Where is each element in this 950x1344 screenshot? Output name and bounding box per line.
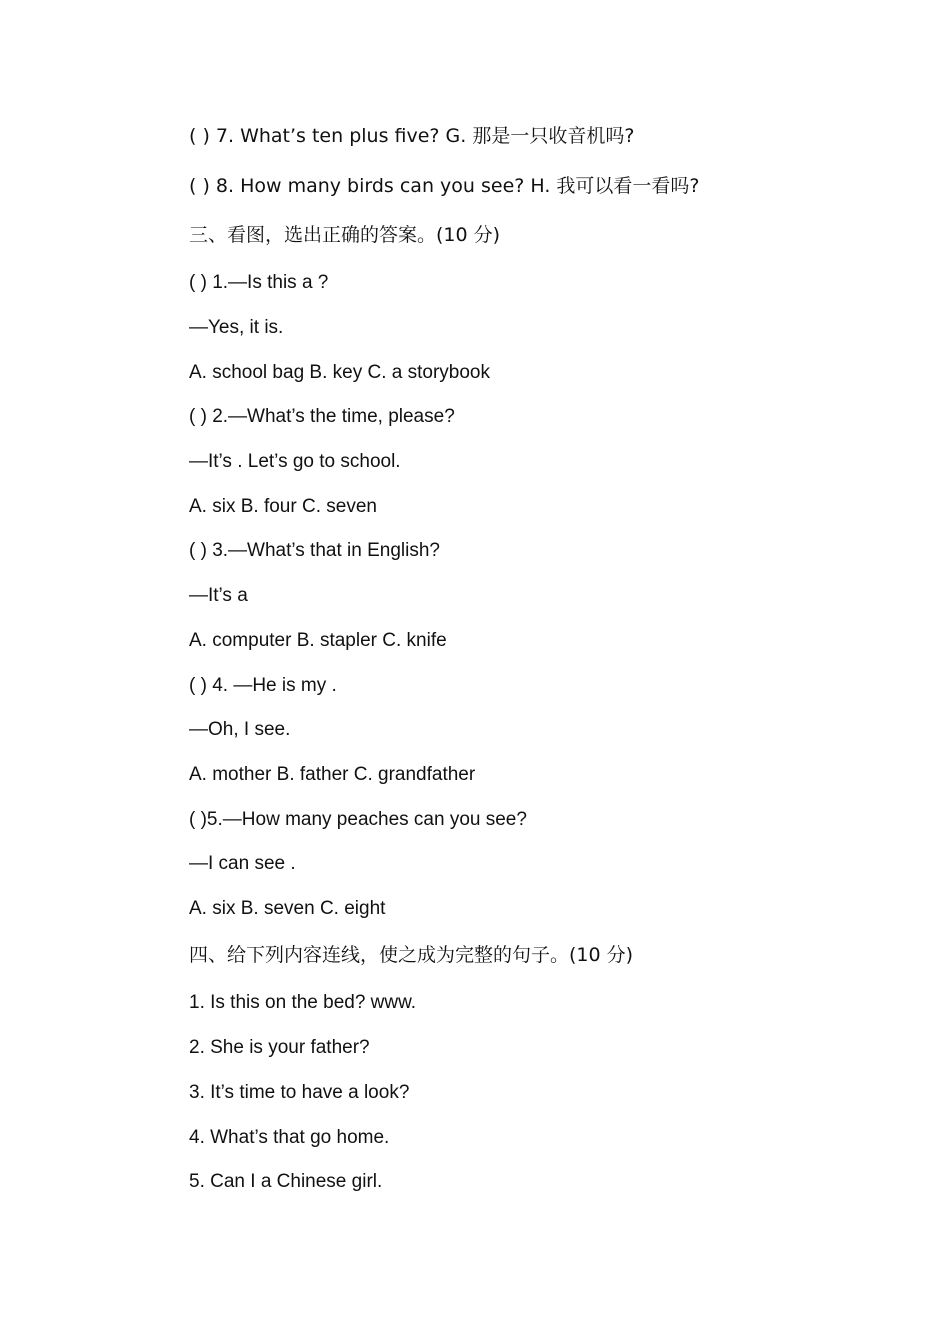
matching-item-4: 4. What’s that go home.: [189, 1127, 390, 1148]
section-3-question-4: ( ) 4. —He is my .: [189, 675, 337, 696]
section-3-options-5: A. six B. seven C. eight: [189, 898, 386, 919]
matching-item-1: 1. Is this on the bed? www.: [189, 992, 417, 1013]
section-3-options-3: A. computer B. stapler C. knife: [189, 630, 447, 651]
section-3-question-3: ( ) 3.—What’s that in English?: [189, 540, 440, 561]
question-7-line: ( ) 7. What’s ten plus five? G. 那是一只收音机吗?: [189, 125, 635, 147]
section-3-options-2: A. six B. four C. seven: [189, 496, 377, 517]
section-3-answer-1: —Yes, it is.: [189, 317, 284, 338]
section-3-heading: 三、看图，选出正确的答案。(10 分): [189, 224, 501, 246]
section-4-heading: 四、给下列内容连线，使之成为完整的句子。(10 分): [189, 944, 634, 966]
section-3-question-5: ( )5.—How many peaches can you see?: [189, 809, 527, 830]
matching-item-5: 5. Can I a Chinese girl.: [189, 1171, 383, 1192]
section-3-answer-4: —Oh, I see.: [189, 719, 291, 740]
section-3-answer-3: —It’s a: [189, 585, 248, 606]
section-3-answer-5: —I can see .: [189, 853, 296, 874]
matching-item-3: 3. It’s time to have a look?: [189, 1082, 410, 1103]
section-3-answer-2: —It’s . Let’s go to school.: [189, 451, 401, 472]
question-8-line: ( ) 8. How many birds can you see? H. 我可以看一看吗?: [189, 175, 700, 197]
section-3-question-2: ( ) 2.—What’s the time, please?: [189, 406, 455, 427]
section-3-options-4: A. mother B. father C. grandfather: [189, 764, 476, 785]
section-3-question-1: ( ) 1.—Is this a ?: [189, 272, 329, 293]
matching-item-2: 2. She is your father?: [189, 1037, 370, 1058]
section-3-options-1: A. school bag B. key C. a storybook: [189, 362, 490, 383]
